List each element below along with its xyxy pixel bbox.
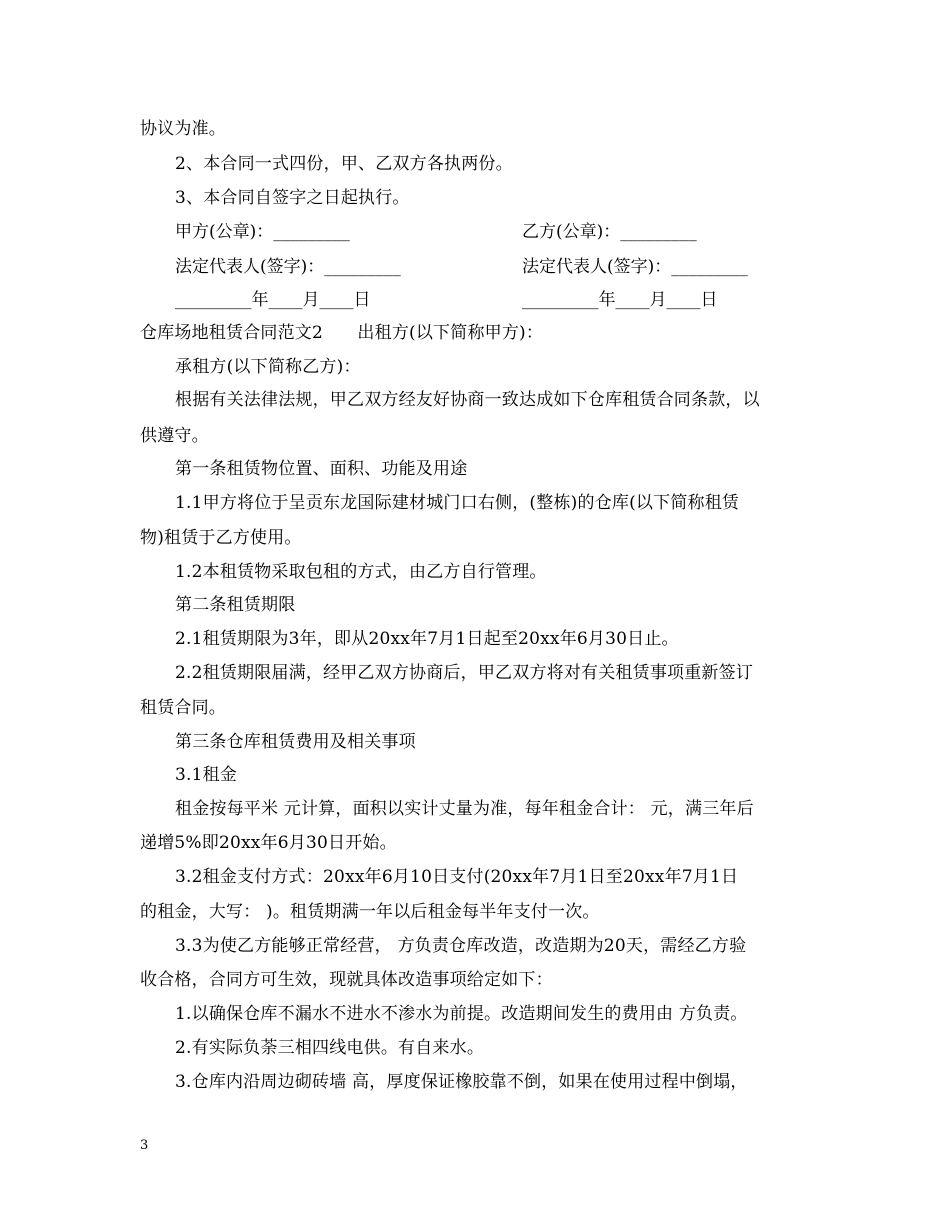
text-line: 仓库场地租赁合同范文2 出租方(以下简称甲方)： [140,323,544,343]
text-line: 2、本合同一式四份，甲、乙双方各执两份。 [175,154,513,174]
text-line: 第二条租赁期限 [175,595,296,615]
text-line: 第一条租赁物位置、面积、功能及用途 [175,459,468,479]
text-line: 3.1租金 [175,765,238,785]
text-line: 1.2本租赁物采取包租的方式，由乙方自行管理。 [175,562,547,582]
text-line: 租赁合同。 [140,698,226,718]
party-a-seal: 甲方(公章)：_________ [175,222,350,242]
text-line: 1.1甲方将位于呈贡东龙国际建材城门口右侧，(整栋)的仓库(以下简称租赁 [175,493,740,513]
text-line: 1.以确保仓库不漏水不进水不渗水为前提。改造期间发生的费用由 方负责。 [175,1004,748,1024]
text-line: 物)租赁于乙方使用。 [140,528,302,548]
text-line: 2.2租赁期限届满，经甲乙双方协商后，甲乙双方将对有关租赁事项重新签订 [175,663,754,683]
party-a-representative: 法定代表人(签字)：_________ [175,257,401,277]
text-line: 的租金，大写： )。租赁期满一年以后租金每半年支付一次。 [140,902,600,922]
text-line: 递增5%即20xx年6月30日开始。 [140,833,397,853]
text-line: 承租方(以下简称乙方)： [175,357,361,377]
text-line: 2.有实际负荼三相四线电供。有自来水。 [175,1038,485,1058]
text-line: 3.仓库内沿周边砌砖墙 高，厚度保证橡胶靠不倒，如果在使用过程中倒塌， [175,1072,748,1092]
party-b-representative: 法定代表人(签字)：_________ [522,257,748,277]
page-number: 3 [140,1138,149,1153]
text-line: 协议为准。 [140,119,226,139]
text-line: 租金按每平米 元计算，面积以实计丈量为准，每年租金合计： 元，满三年后 [175,799,754,819]
text-line: 第三条仓库租赁费用及相关事项 [175,732,416,752]
party-b-seal: 乙方(公章)：_________ [522,222,697,242]
text-line: 根据有关法律法规，甲乙双方经友好协商一致达成如下仓库租赁合同条款，以 [175,390,760,410]
party-a-date: _________年____月____日 [175,290,371,310]
text-line: 收合格，合同方可生效，现就具体改造事项给定如下： [140,970,553,990]
text-line: 2.1租赁期限为3年，即从20xx年7月1日起至20xx年6月30日止。 [175,629,679,649]
text-line: 3.2租金支付方式：20xx年6月10日支付(20xx年7月1日至20xx年7月1日 [175,867,739,887]
text-line: 3.3为使乙方能够正常经营， 方负责仓库改造，改造期为20天，需经乙方验 [175,936,747,956]
text-line: 供遵守。 [140,426,209,446]
text-line: 3、本合同自签字之日起执行。 [175,188,410,208]
party-b-date: _________年____月____日 [522,290,718,310]
